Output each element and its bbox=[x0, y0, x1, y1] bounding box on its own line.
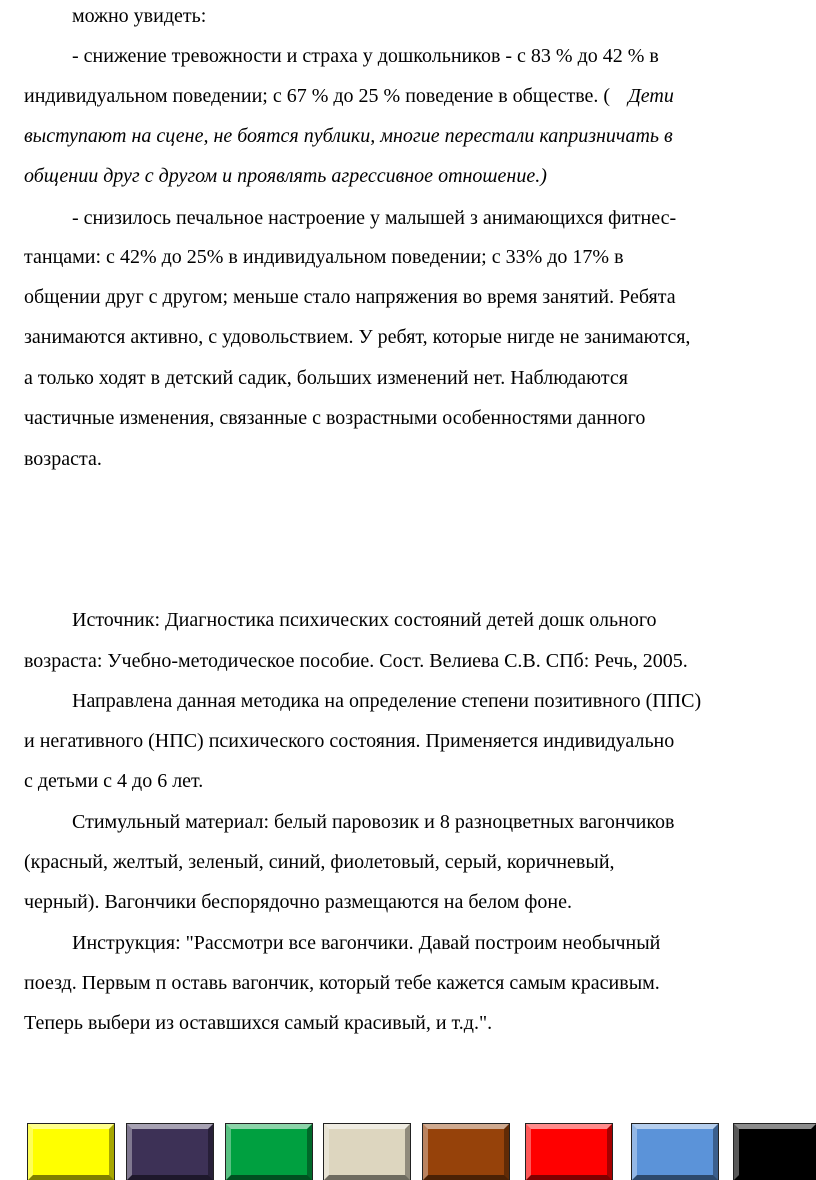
text-line: возраста: Учебно-методическое пособие. Сост. Велиева С.В. СПб: Речь, 2005. bbox=[24, 650, 688, 672]
text-line: Источник: Диагностика психических состояний детей дошк ольного bbox=[72, 609, 657, 631]
red-card bbox=[526, 1124, 612, 1180]
text-line: (красный, желтый, зеленый, синий, фиолетовый, серый, коричневый, bbox=[24, 851, 615, 873]
text-line: занимаются активно, с удовольствием. У ребят, которые нигде не занимаются, bbox=[24, 326, 691, 348]
text-line: возраста. bbox=[24, 448, 102, 470]
text-line: с детьми с 4 до 6 лет. bbox=[24, 770, 204, 792]
italic-text: Дети bbox=[628, 85, 674, 107]
color-cards-row bbox=[0, 1124, 816, 1180]
text-line: и негативного (НПС) психического состояния. Применяется индивидуально bbox=[24, 730, 675, 752]
green-card bbox=[226, 1124, 312, 1180]
blue-card bbox=[632, 1124, 718, 1180]
text-line: - снижение тревожности и страха у дошкольников - с 83 % до 42 % в bbox=[72, 45, 659, 67]
italic-line: общении друг с другом и проявлять агрессивное отношение.) bbox=[24, 165, 547, 187]
text-line: Теперь выбери из оставшихся самый красивый, и т.д.". bbox=[24, 1012, 493, 1034]
gray-card bbox=[324, 1124, 410, 1180]
text-line: а только ходят в детский садик, больших изменений нет. Наблюдаются bbox=[24, 367, 628, 389]
text-span: индивидуальном поведении; с 67 % до 25 % поведение в обществе. ( bbox=[24, 85, 611, 107]
brown-card bbox=[423, 1124, 509, 1180]
black-card bbox=[734, 1124, 816, 1180]
text-line: Стимульный материал: белый паровозик и 8 разноцветных вагончиков bbox=[72, 811, 675, 833]
text-line: - снизилось печальное настроение у малышей з анимающихся фитнес- bbox=[72, 207, 677, 229]
text-line bbox=[24, 84, 674, 108]
text-line: частичные изменения, связанные с возрастными особенностями данного bbox=[24, 407, 646, 429]
text-line: Направлена данная методика на определение степени позитивного (ППС) bbox=[72, 690, 702, 712]
text-line: общении друг с другом; меньше стало напряжения во время занятий. Ребята bbox=[24, 286, 676, 308]
text-line: поезд. Первым п оставь вагончик, который тебе кажется самым красивым. bbox=[24, 972, 660, 994]
text-line: можно увидеть: bbox=[72, 5, 207, 27]
yellow-card bbox=[28, 1124, 114, 1180]
text-line: черный). Вагончики беспорядочно размещаются на белом фоне. bbox=[24, 891, 572, 913]
purple-card bbox=[127, 1124, 213, 1180]
text-line: Инструкция: "Рассмотри все вагончики. Давай построим необычный bbox=[72, 932, 661, 954]
italic-line: выступают на сцене, не боятся публики, многие перестали капризничать в bbox=[24, 125, 673, 147]
text-line: танцами: с 42% до 25% в индивидуальном поведении; с 33% до 17% в bbox=[24, 246, 624, 268]
